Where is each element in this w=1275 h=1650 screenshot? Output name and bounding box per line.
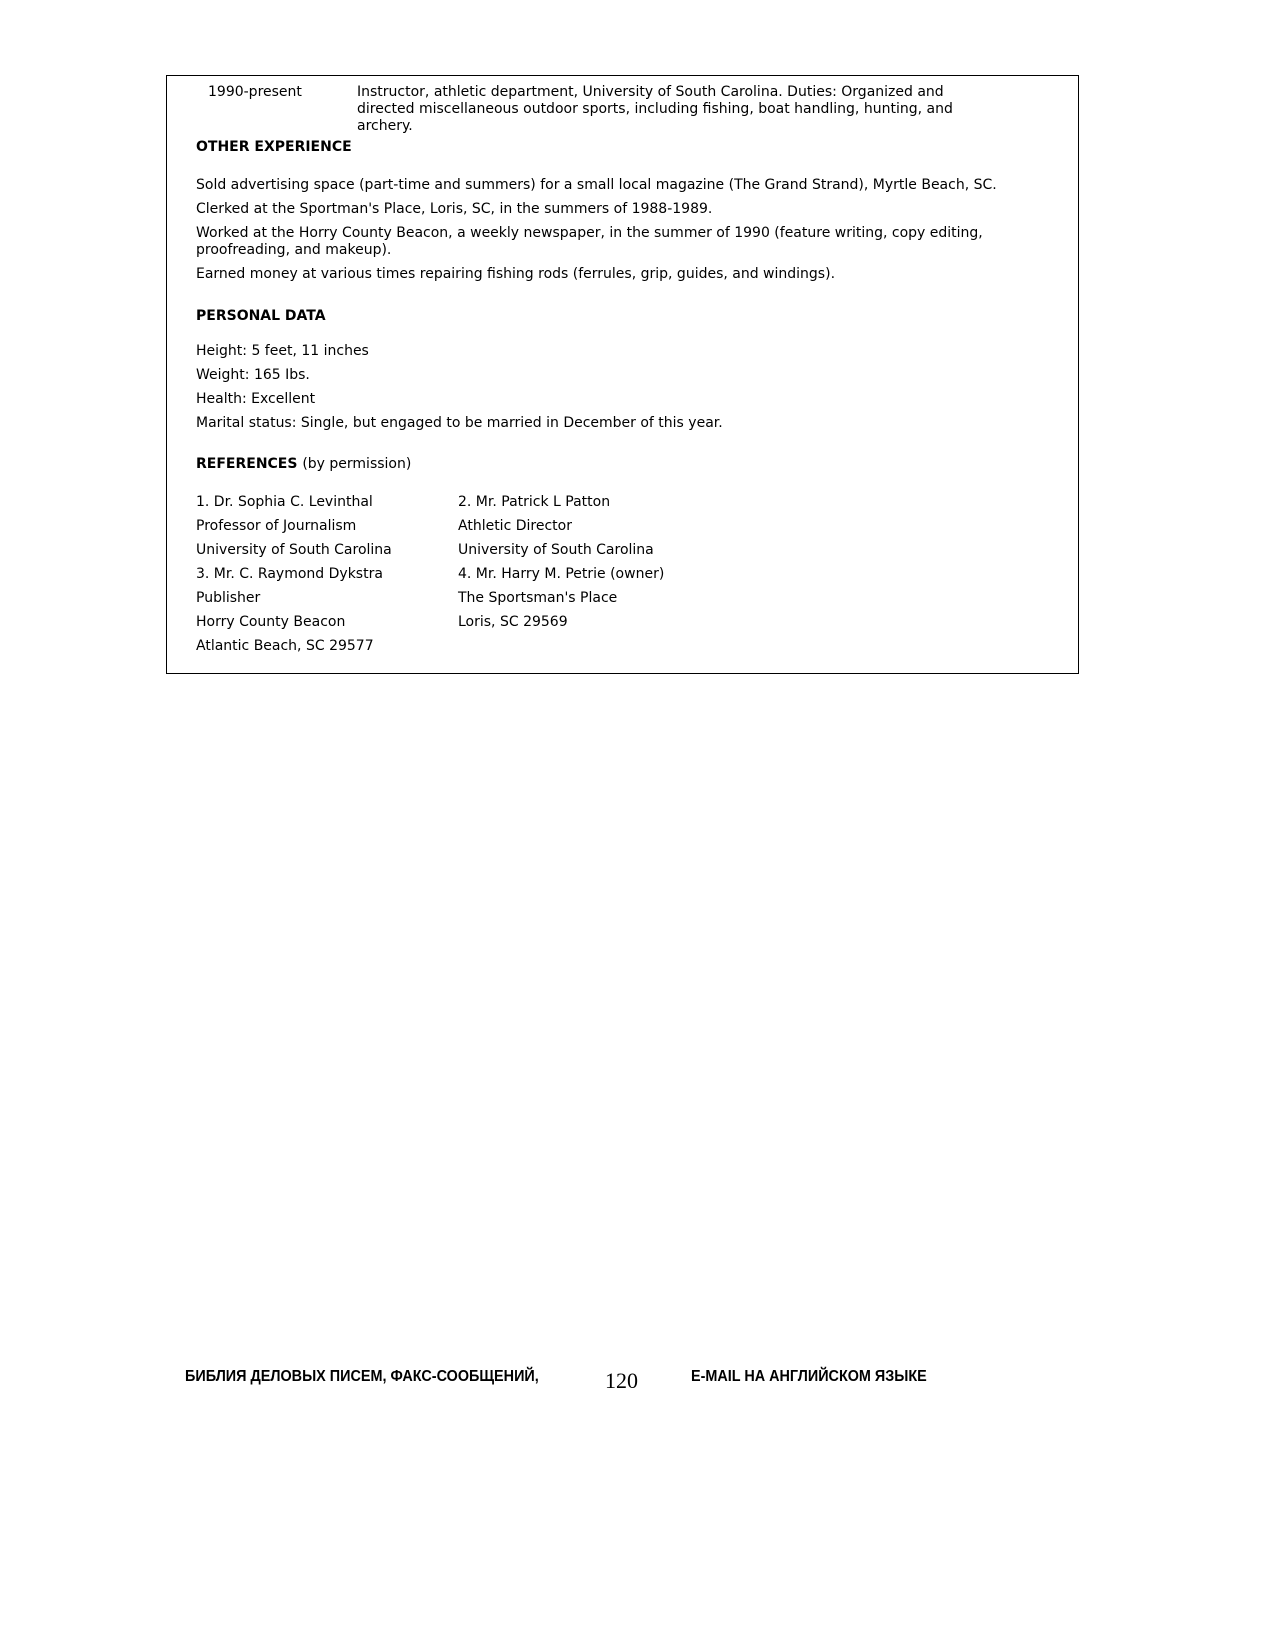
experience-period: 1990-present (208, 84, 302, 100)
personal-data-item: Height: 5 feet, 11 inches (196, 343, 369, 359)
reference-left-line: Professor of Journalism (196, 518, 357, 534)
reference-left-line: Horry County Beacon (196, 614, 346, 630)
reference-right-line: The Sportsman's Place (458, 590, 618, 606)
resume-box (166, 75, 1079, 674)
other-experience-item: Clerked at the Sportman's Place, Loris, SC, in the summers of 1988-1989. (196, 201, 713, 217)
other-experience-heading: OTHER EXPERIENCE (196, 139, 352, 155)
reference-left-line: 1. Dr. Sophia C. Levinthal (196, 494, 373, 510)
other-experience-item: Worked at the Horry County Beacon, a weekly newspaper, in the summer of 1990 (feature writing, copy editing, proofreading, and makeup). (196, 225, 983, 258)
references-note: (by permission) (302, 456, 412, 472)
reference-right-line: Athletic Director (458, 518, 572, 534)
personal-data-item: Marital status: Single, but engaged to be married in December of this year. (196, 415, 723, 431)
other-experience-item: Earned money at various times repairing fishing rods (ferrules, grip, guides, and windings). (196, 266, 836, 282)
personal-data-item: Health: Excellent (196, 391, 316, 407)
reference-right-line: University of South Carolina (458, 542, 654, 558)
references-heading (196, 456, 411, 473)
page-number: 120 (605, 1368, 638, 1393)
reference-left-line: Atlantic Beach, SC 29577 (196, 638, 374, 654)
reference-right-line: 2. Mr. Patrick L Patton (458, 494, 611, 510)
personal-data-heading: PERSONAL DATA (196, 308, 326, 324)
reference-left-line: Publisher (196, 590, 261, 606)
other-experience-item: Sold advertising space (part-time and summers) for a small local magazine (The Grand Strand), Myrtle Beach, SC. (196, 177, 997, 193)
reference-right-line: 4. Mr. Harry M. Petrie (owner) (458, 566, 665, 582)
reference-left-line: University of South Carolina (196, 542, 392, 558)
reference-right-line: Loris, SC 29569 (458, 614, 568, 630)
personal-data-item: Weight: 165 Ibs. (196, 367, 310, 383)
footer-title-right: E-MAIL НА АНГЛИЙСКОМ ЯЗЫКЕ (691, 1368, 927, 1385)
footer-title-left: БИБЛИЯ ДЕЛОВЫХ ПИСЕМ, ФАКС-СООБЩЕНИЙ, (185, 1368, 539, 1385)
experience-description: Instructor, athletic department, University of South Carolina. Duties: Organized and directed miscellaneous outdoor sports, including fishing, boat handling, hunting, and archery. (357, 84, 953, 134)
references-heading-label: REFERENCES (196, 456, 298, 472)
reference-left-line: 3. Mr. C. Raymond Dykstra (196, 566, 383, 582)
